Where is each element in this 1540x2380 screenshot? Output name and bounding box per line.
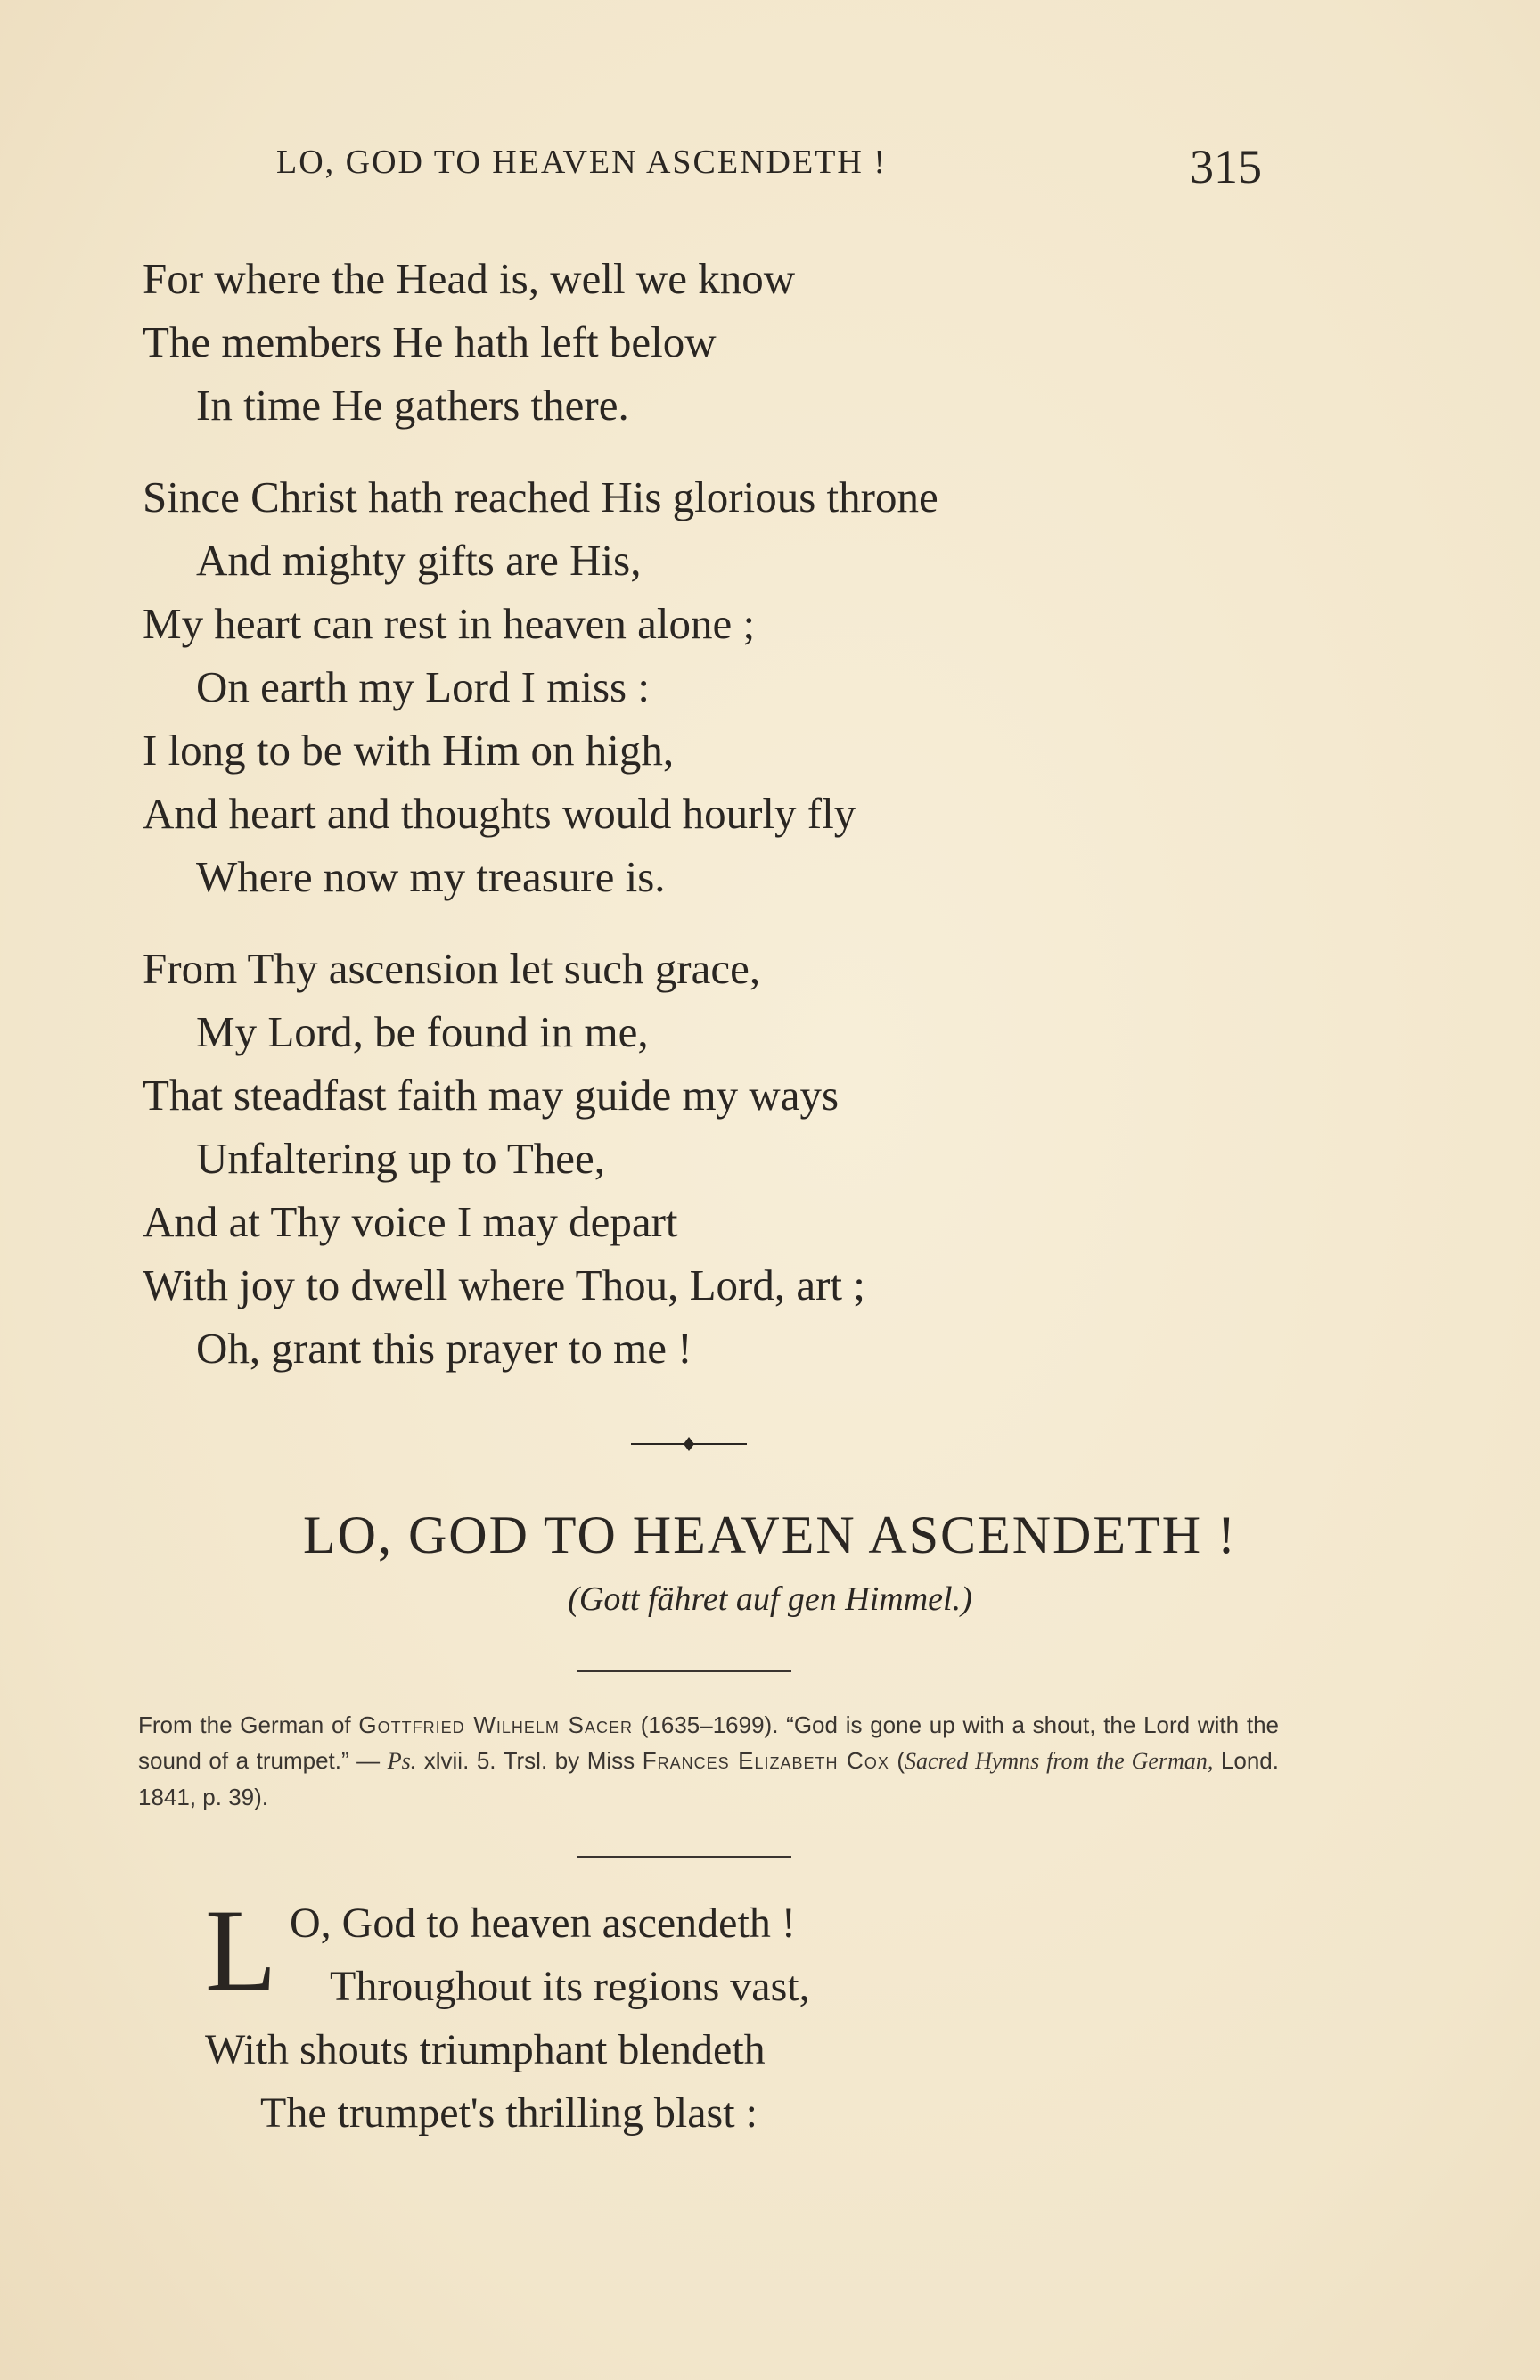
hymn-first-stanza xyxy=(205,1884,1274,2145)
verse-line: The trumpet's thrilling blast : xyxy=(260,2089,758,2137)
verse-line: Where now my treasure is. xyxy=(196,852,666,901)
divider-rule xyxy=(578,1856,791,1858)
verse-line: The members He hath left below xyxy=(143,317,717,366)
verse-line: My heart can rest in heaven alone ; xyxy=(143,599,756,648)
drop-cap: L xyxy=(205,1884,277,2015)
note-translator: Frances Elizabeth Cox xyxy=(642,1747,889,1774)
note-text: (1635–1699). “God is gone up with a shout, the Lord with the sound of a trumpet.” — xyxy=(138,1711,1279,1774)
note-text: ( xyxy=(889,1747,905,1774)
note-author: Gottfried Wilhelm Sacer xyxy=(358,1711,633,1738)
verse-line: Since Christ hath reached His glorious throne xyxy=(143,472,938,521)
hymn-subtitle: (Gott fähret auf gen Himmel.) xyxy=(568,1580,972,1618)
verse-line: Oh, grant this prayer to me ! xyxy=(196,1324,692,1373)
verse-2 xyxy=(143,465,1301,908)
note-source-title: Sacred Hymns from the German, xyxy=(905,1748,1214,1774)
verse-line: And at Thy voice I may depart xyxy=(143,1197,678,1246)
verse-line: With shouts triumphant blendeth xyxy=(205,2026,766,2073)
page-number: 315 xyxy=(1190,140,1262,193)
verse-line: And mighty gifts are His, xyxy=(196,536,642,585)
running-head: LO, GOD TO HEAVEN ASCENDETH ! xyxy=(276,144,887,181)
note-text: From the German of xyxy=(138,1711,359,1738)
verse-1 xyxy=(143,247,1301,437)
verse-line: Throughout its regions vast, xyxy=(330,1963,810,2010)
verse-line: For where the Head is, well we know xyxy=(143,254,796,303)
verse-line: O, God to heaven ascendeth ! xyxy=(290,1900,796,1947)
verse-line: My Lord, be found in me, xyxy=(196,1007,649,1056)
note-text: Lond. 1841, p. 39). xyxy=(138,1747,1279,1810)
divider-rule xyxy=(578,1670,791,1672)
hymn-title: LO, GOD TO HEAVEN ASCENDETH ! xyxy=(303,1506,1237,1564)
verse-line: And heart and thoughts would hourly fly xyxy=(143,789,856,838)
verse-line: With joy to dwell where Thou, Lord, art ; xyxy=(143,1260,865,1309)
verse-line: On earth my Lord I miss : xyxy=(196,662,650,711)
section-ornament xyxy=(631,1417,747,1471)
verse-3 xyxy=(143,937,1301,1380)
source-note xyxy=(138,1707,1279,1815)
verse-line: That steadfast faith may guide my ways xyxy=(143,1071,840,1120)
verse-line: I long to be with Him on high, xyxy=(143,726,675,775)
verse-line: From Thy ascension let such grace, xyxy=(143,944,761,993)
verse-line: In time He gathers there. xyxy=(196,381,629,430)
verse-line: Unfaltering up to Thee, xyxy=(196,1134,606,1183)
note-reference: Ps. xyxy=(387,1748,417,1774)
note-text: xlvii. 5. Trsl. by Miss xyxy=(416,1747,643,1774)
